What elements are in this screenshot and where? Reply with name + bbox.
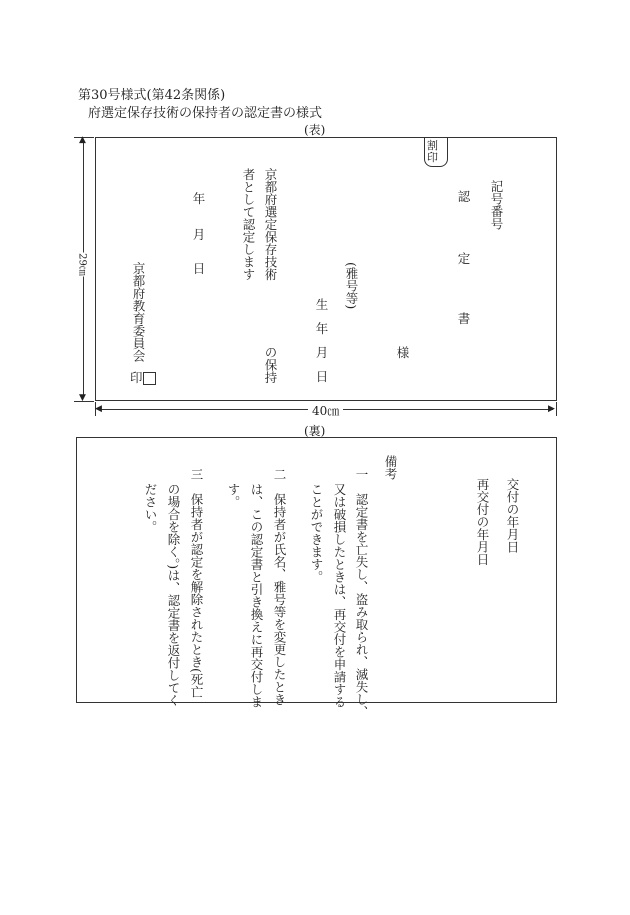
cert-char-1: 認 [456,190,471,203]
back-caption: (裏) [304,424,326,438]
cert-line-b: 者として認定します [241,168,256,281]
birth-char-1: 生 [314,298,329,311]
honorific-sama: 様 [395,346,410,359]
date-char-2: 月 [191,228,206,241]
width-dim-label: 40㎝ [308,402,343,419]
notes-title: 備考 [383,455,398,480]
seal-box [143,372,156,385]
form-title: 府選定保存技術の保持者の認定書の様式 [88,106,323,121]
note-line-9: ださい。 [143,483,158,533]
birth-char-2: 年 [314,322,329,335]
note-line-6: す。 [226,483,241,508]
reissue-date-label: 再交付の年月日 [475,478,490,566]
note-line-7: 三 保持者が認定を解除されたとき(死亡 [189,468,204,698]
cert-line-a-bottom: の保持 [263,346,278,384]
issue-date-label: 交付の年月日 [505,478,520,553]
height-dim-arrow-down: ▼ [79,393,86,403]
record-number-label: 記号番号 [489,180,504,230]
issuer-seal [130,368,156,386]
width-dim-arrow-left: ◀ [95,404,102,414]
width-dim-right-tick [556,402,557,416]
form-number: 第30号様式(第42条関係) [78,88,226,103]
date-char-1: 年 [191,192,206,205]
note-line-1: 一 認定書を亡失し、盗み取られ、滅失し、 [354,468,369,718]
birth-char-4: 日 [314,370,329,383]
height-dim-label: 29㎝ [77,253,92,277]
cert-line-a-top: 京都府選定保存技術 [263,168,278,281]
height-dim-arrow-up: ▲ [79,135,86,145]
pen-name-label: (雅号等) [344,262,359,310]
date-char-3: 日 [191,262,206,275]
front-certificate-frame [95,137,557,401]
seal-tab-label: 割印 [427,139,438,164]
cert-char-2: 定 [456,252,471,265]
issuer-name: 京都府教育委員会 [131,262,146,362]
width-dim-arrow-right: ▶ [548,404,555,414]
issuer-seal-label: 印 [130,370,143,385]
birth-char-3: 月 [314,346,329,359]
note-line-4: 二 保持者が氏名、雅号等を変更したとき [272,468,287,706]
cert-char-3: 書 [456,312,471,325]
seal-tab [424,137,448,167]
note-line-8: の場合を除く。)は、認定書を返付してく [166,483,181,707]
note-line-2: 又は破損したときは、再交付を申請する [332,483,347,708]
note-line-5: は、この認定書と引き換えに再交付しま [249,483,264,708]
note-line-3: ことができます。 [309,483,324,583]
front-caption: (表) [304,123,326,137]
